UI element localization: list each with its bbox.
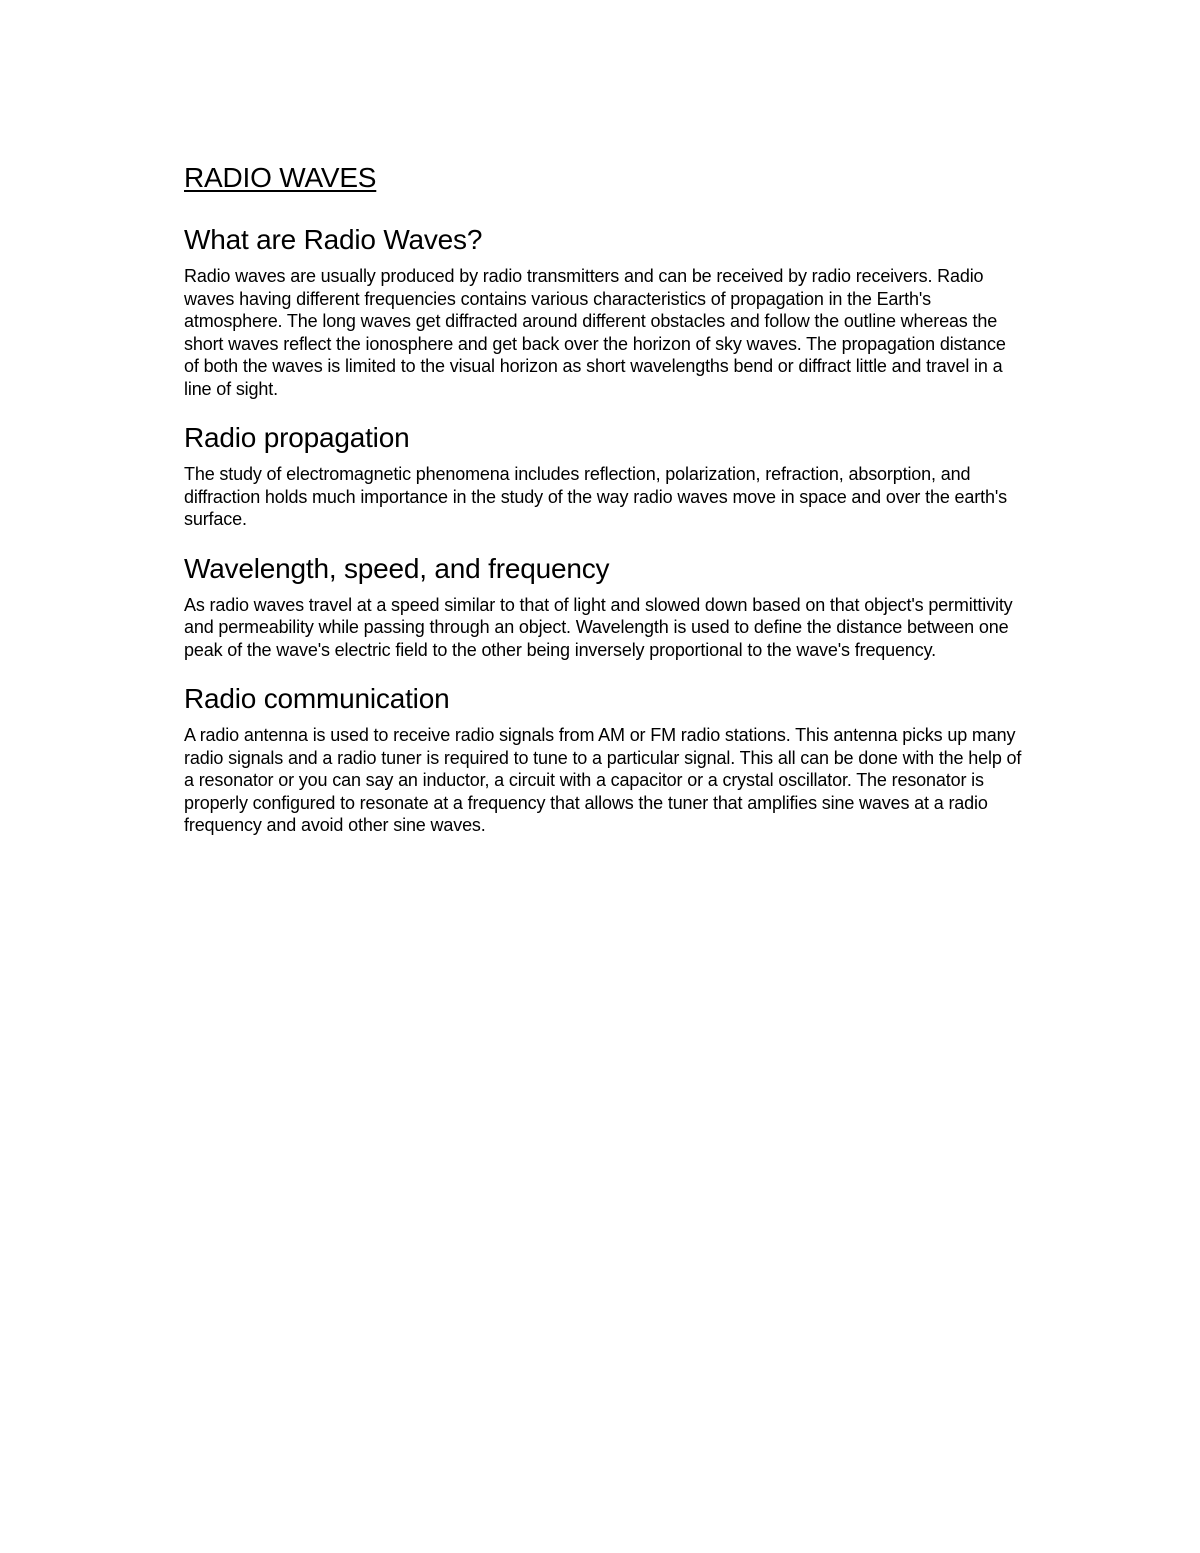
section-what-are-radio-waves: [184, 223, 1024, 400]
section-paragraph: The study of electromagnetic phenomena includes reflection, polarization, refraction, absorption, and diffraction holds much importance in the study of the way radio waves move in space and over the earth's surface.: [184, 464, 1007, 529]
section-paragraph: Radio waves are usually produced by radio transmitters and can be received by radio receivers. Radio waves having different frequencies contains various characteristics of propagation in the Earth's atmosphere. The long waves get diffracted around different obstacles and follow the outline whereas the short waves reflect the ionosphere and get back over the horizon of sky waves. The propagation distance of both the waves is limited to the visual horizon as short wavelengths bend or diffract little and travel in a line of sight.: [184, 266, 1006, 399]
section-heading: Radio communication: [184, 683, 450, 714]
section-heading: What are Radio Waves?: [184, 224, 483, 255]
section-heading: Wavelength, speed, and frequency: [184, 552, 610, 584]
section-heading: Radio propagation: [184, 422, 410, 453]
section-radio-propagation: [184, 421, 1024, 531]
section-wavelength-speed-frequency: [184, 552, 1024, 662]
section-radio-communication: [184, 682, 1024, 837]
document-title: RADIO WAVES: [184, 162, 377, 193]
section-paragraph: As radio waves travel at a speed similar to that of light and slowed down based on that object's permittivity and permeability while passing through an object. Wavelength is used to define the distance between one peak of the wave's electric field to the other being inversely proportional to the wave's frequency.: [184, 594, 1013, 660]
document-content: [184, 161, 1024, 837]
section-paragraph: A radio antenna is used to receive radio signals from AM or FM radio stations. This antenna picks up many radio signals and a radio tuner is required to tune to a particular signal. This all can be done with the help of a resonator or you can say an inductor, a circuit with a capacitor or a crystal oscillator. The resonator is properly configured to resonate at a frequency that allows the tuner that amplifies sine waves at a radio frequency and avoid other sine waves.: [184, 725, 1022, 835]
